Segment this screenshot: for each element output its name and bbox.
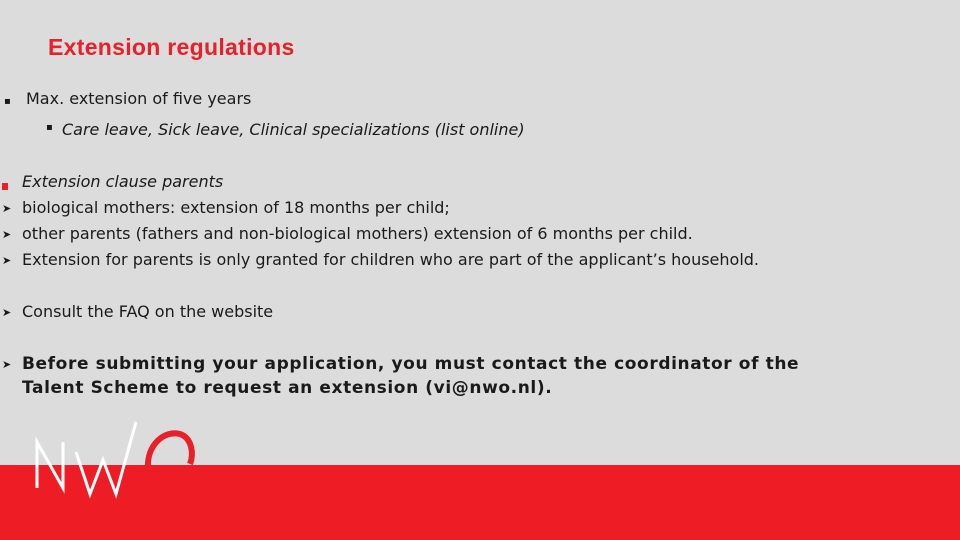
clause-item: other parents (fathers and non-biological mothers) extension of 6 months per child.	[22, 224, 693, 243]
nwo-logo	[30, 404, 205, 499]
page-title: Extension regulations	[48, 34, 295, 60]
faq-text: Consult the FAQ on the website	[22, 302, 274, 321]
square-bullet-icon: ▪	[4, 96, 11, 107]
arrow-bullet-icon: ➤	[2, 358, 12, 371]
clause-heading: Extension clause parents	[22, 172, 224, 191]
arrow-bullet-icon: ➤	[2, 306, 12, 319]
arrow-bullet-icon: ➤	[2, 202, 12, 215]
categories-text: Care leave, Sick leave, Clinical specializations (list online)	[62, 120, 525, 139]
red-marker	[2, 183, 8, 190]
arrow-bullet-icon: ➤	[2, 254, 12, 267]
max-extension-text: Max. extension of five years	[26, 89, 252, 108]
notice-line-1: Before submitting your application, you must contact the coordinator of the	[22, 354, 800, 374]
notice-line-2: Talent Scheme to request an extension (vi@nwo.nl).	[22, 378, 553, 398]
square-bullet-icon: ▪	[46, 122, 53, 133]
clause-item: biological mothers: extension of 18 months per child;	[22, 198, 450, 217]
clause-item: Extension for parents is only granted for children who are part of the applicant’s household.	[22, 250, 759, 269]
arrow-bullet-icon: ➤	[2, 228, 12, 241]
